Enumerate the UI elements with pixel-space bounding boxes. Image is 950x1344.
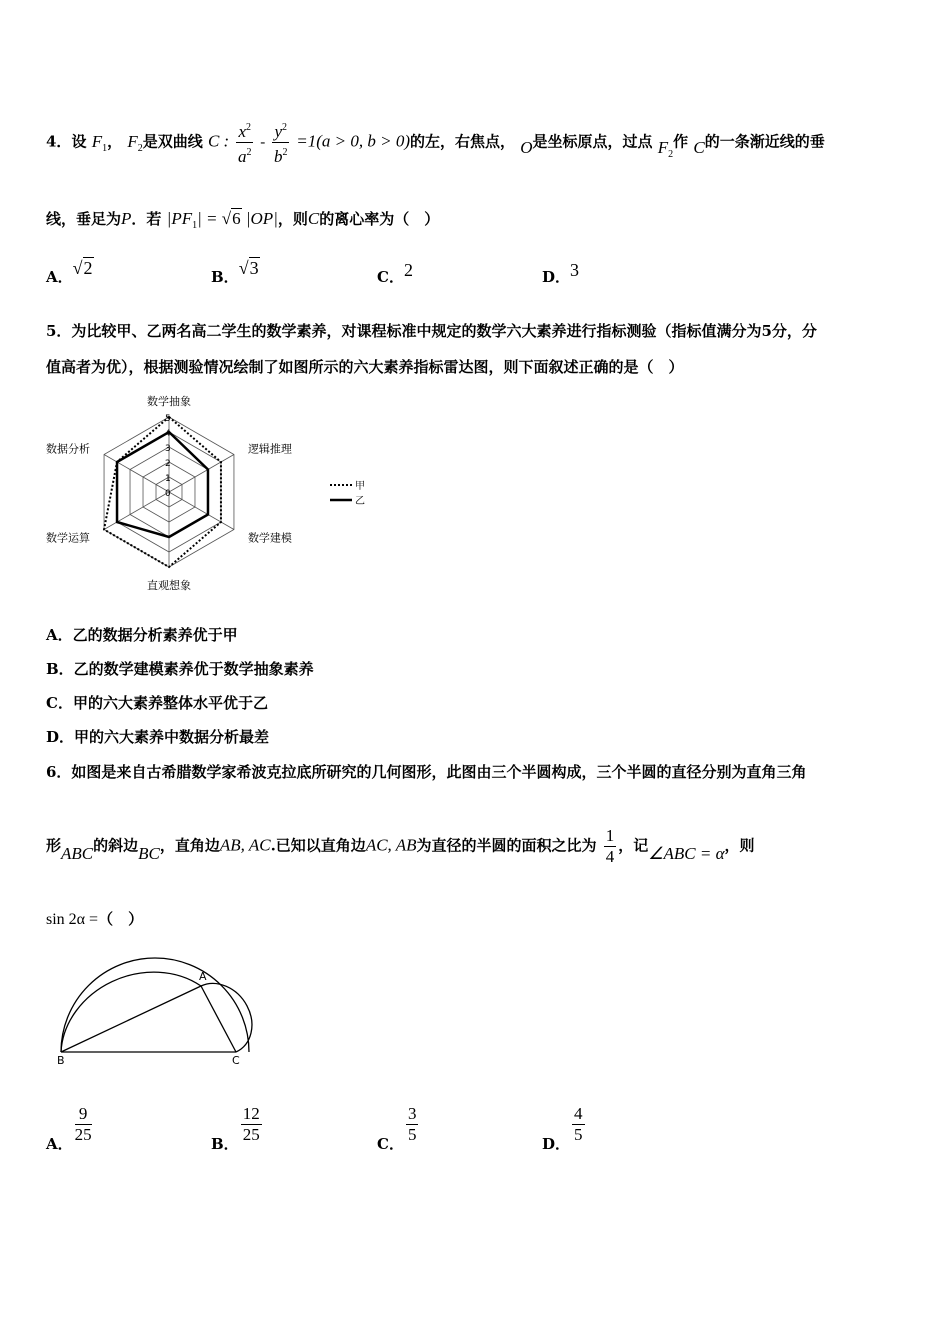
- condition-expr: $|PF_1| = √6$ |OP|: [166, 209, 278, 231]
- segments-AB-AC: AB, AC: [219, 835, 271, 855]
- radar-axis-label: 数据分析: [46, 442, 91, 456]
- ratio-fraction: $\frac{1}{4}$: [605, 826, 615, 866]
- q5-option-d[interactable]: D．甲的六大素养中数据分析最差: [46, 728, 270, 746]
- hippocrates-figure: [50, 938, 280, 1078]
- segments-AC-AB: AC, AB: [365, 835, 417, 855]
- segment-AB: [61, 986, 201, 1052]
- sin2alpha-expr: sin 2α =: [46, 911, 99, 928]
- radar-tick-label: 1: [165, 474, 171, 484]
- q6-option-c[interactable]: C． $\frac{3}{5}$: [377, 1104, 417, 1153]
- q4-option-b[interactable]: B．√3: [211, 258, 259, 286]
- q6-text: 的斜边: [93, 836, 139, 855]
- F2-symbol: $F_2$: [657, 137, 674, 160]
- segment-BC: BC: [138, 843, 160, 863]
- radar-axis-label: 数学建模: [247, 531, 292, 545]
- label-B: B: [57, 1054, 65, 1067]
- q6-option-d[interactable]: D． $\frac{4}{5}$: [542, 1104, 583, 1153]
- q4-option-d[interactable]: D．3: [542, 260, 580, 286]
- triangle-ABC: ABC: [61, 843, 94, 863]
- radar-axis-line: [104, 492, 169, 530]
- q6-text: 为直径的半圆的面积之比为: [416, 836, 597, 855]
- q6-line-3: [46, 908, 143, 929]
- legend-jia: 甲: [355, 481, 365, 492]
- x2-over-a2: $\frac{x^2}{a^2}$: [236, 118, 253, 167]
- q4-text: 的左，右焦点，: [410, 132, 516, 151]
- q6-line-2: [46, 826, 755, 867]
- q4-text: ，: [107, 132, 123, 151]
- q6-text: 形: [46, 836, 62, 855]
- F1-symbol: $F_1$: [91, 131, 108, 154]
- radar-series-yi: [117, 432, 208, 537]
- curve-C: C: [693, 137, 705, 157]
- label-A: A: [199, 970, 207, 983]
- q4-text: 作: [673, 132, 689, 151]
- q4-text: 是坐标原点，过点: [532, 132, 653, 151]
- y2-over-b2: $\frac{y^2}{b^2}$: [272, 118, 289, 167]
- q6-text: ，记: [618, 836, 649, 855]
- radar-tick-label: 0: [165, 489, 171, 499]
- q4-text: ，则: [277, 210, 308, 228]
- q5-option-a[interactable]: A．乙的数据分析素养优于甲: [46, 626, 238, 644]
- legend-yi: 乙: [355, 496, 365, 507]
- q4-text: 的一条渐近线的垂: [704, 132, 825, 151]
- equation-condition: =1(a > 0, b > 0): [296, 131, 410, 151]
- radar-axis-label: 数学抽象: [147, 395, 191, 408]
- q6-line-1: 6．如图是来自古希腊数学家希波克拉底所研究的几何图形，此图由三个半圆构成，三个半圆的直径分别为直角三角: [46, 763, 807, 781]
- radar-tick-label: 2: [165, 459, 171, 469]
- radar-tick-label: 3: [165, 444, 171, 454]
- q6-text: ，直角边: [159, 836, 220, 855]
- q6-text: ，则: [724, 836, 755, 855]
- radar-axis-label: 直观想象: [147, 579, 191, 592]
- q4-line-2: [46, 208, 439, 231]
- q6-text: .已知以直角边: [270, 836, 366, 855]
- radar-axis-line: [104, 455, 169, 493]
- semicircle-AC: [201, 983, 252, 1052]
- minus-sign: -: [260, 134, 266, 151]
- radar-tick-label: 5: [165, 414, 171, 424]
- origin-O: O: [520, 137, 533, 157]
- q4-number: 4．: [46, 132, 72, 151]
- q4-line-1: [46, 118, 825, 167]
- q5-line-1: 5．为比较甲、乙两名高二学生的数学素养，对课程标准中规定的数学六大素养进行指标测验（指标值满分为5分，分: [46, 322, 817, 340]
- curve-C: C: [307, 209, 320, 228]
- q6-option-b[interactable]: B． $\frac{12}{25}$: [211, 1104, 260, 1153]
- q5-option-c[interactable]: C．甲的六大素养整体水平优于乙: [46, 694, 268, 712]
- semicircle-AB: [61, 972, 201, 1052]
- radar-axis-label: 逻辑推理: [247, 442, 292, 456]
- legend: [330, 480, 365, 507]
- label-C: C: [232, 1054, 240, 1067]
- q5-line-2: 值高者为优），根据测验情况绘制了如图所示的六大素养指标雷达图，则下面叙述正确的是（ ）: [46, 358, 684, 376]
- q4-text: 是双曲线: [142, 132, 203, 151]
- answer-paren: （ ）: [98, 910, 144, 928]
- radar-axis-line: [169, 492, 234, 530]
- radar-chart: [40, 388, 380, 598]
- q4-text: ．若: [131, 210, 162, 228]
- radar-series-jia: [104, 417, 221, 567]
- curve-C-label: C :: [207, 131, 230, 151]
- radar-axis-label: 数学运算: [46, 531, 91, 545]
- q6-option-a[interactable]: A． $\frac{9}{25}$: [46, 1104, 92, 1153]
- q4-option-a[interactable]: A．√2: [46, 258, 93, 286]
- F2-symbol: $F_2$: [127, 131, 143, 154]
- q4-option-c[interactable]: C．2: [377, 260, 413, 286]
- q4-text: 的离心率为（ ）: [319, 210, 440, 228]
- q4-text: 设: [71, 132, 87, 151]
- radar-axis-line: [169, 455, 234, 493]
- radar-tick-label: 4: [165, 429, 171, 439]
- point-P: P: [121, 209, 132, 228]
- q4-text: 线，垂足为: [46, 210, 122, 228]
- q5-option-b[interactable]: B．乙的数学建模素养优于数学抽象素养: [46, 660, 314, 678]
- angle-alpha: ∠ABC = α: [648, 843, 725, 863]
